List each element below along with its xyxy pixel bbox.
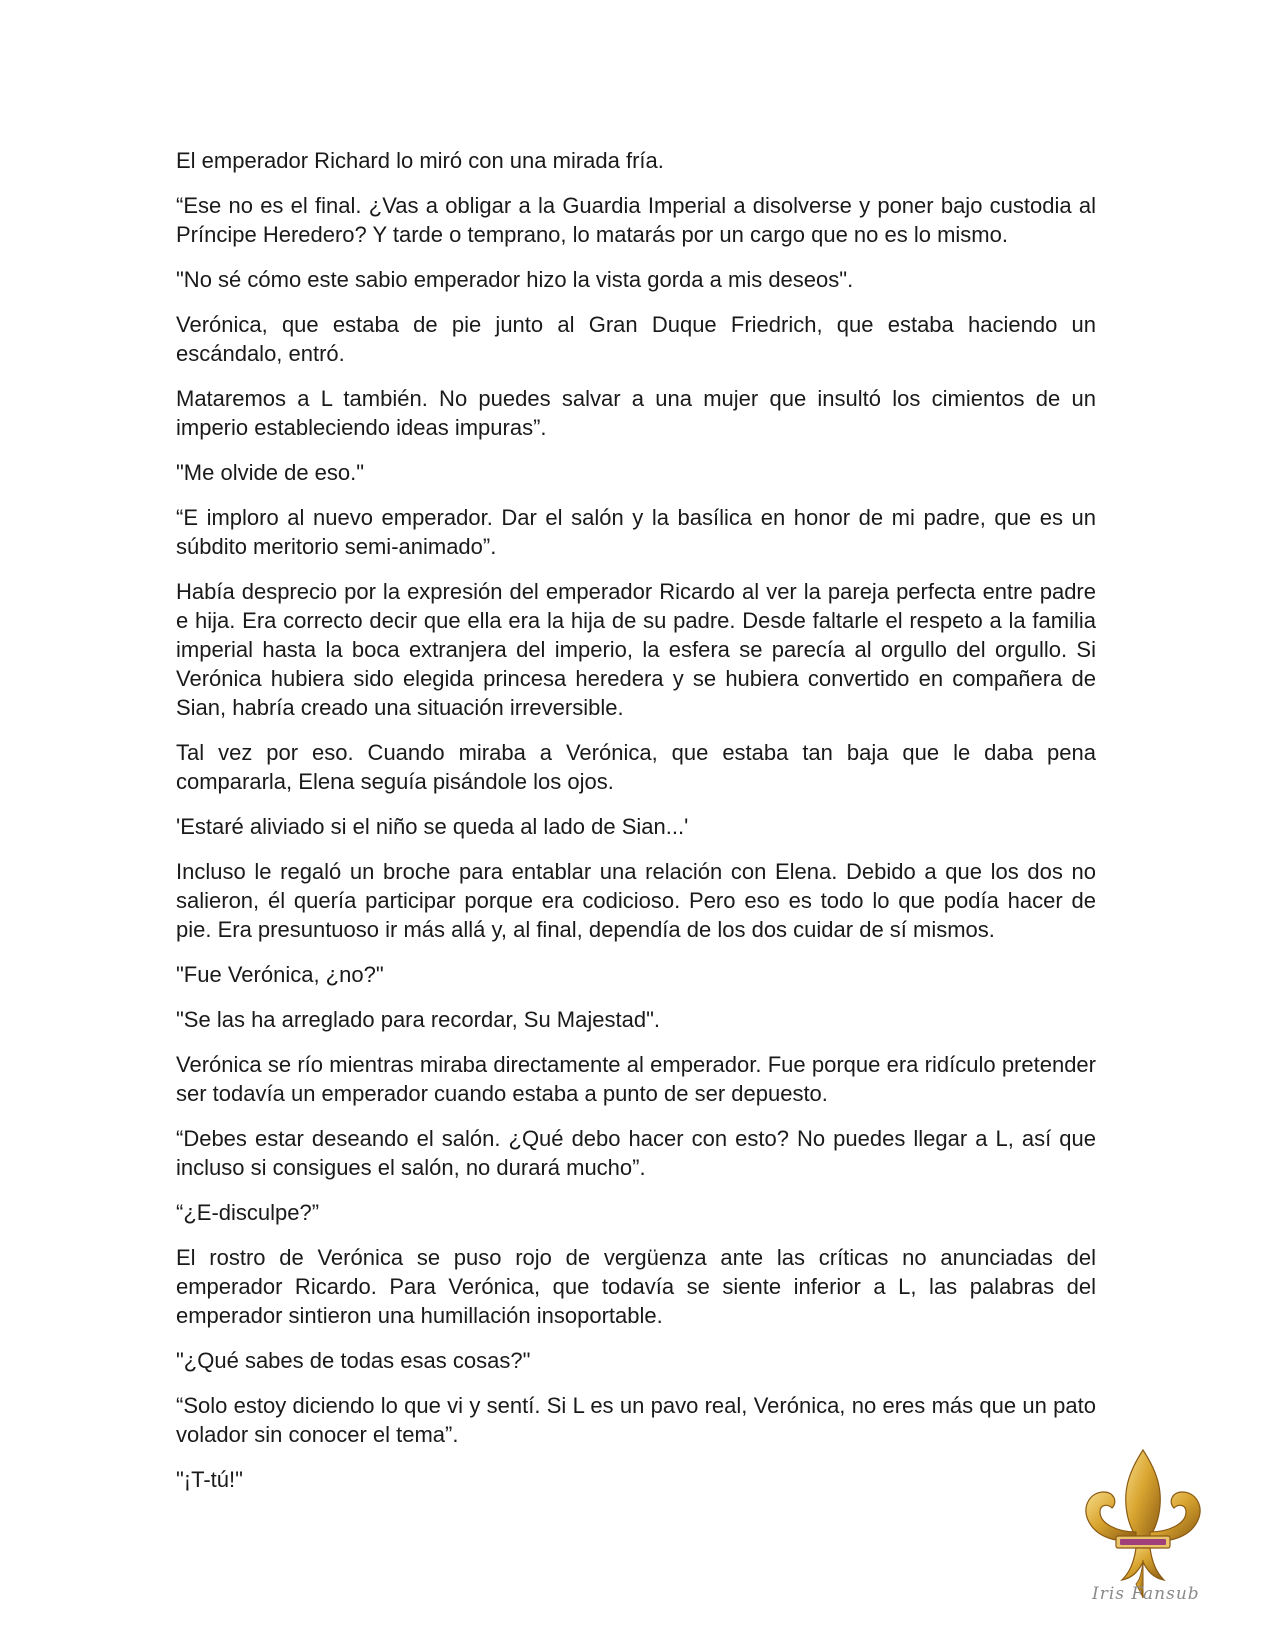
paragraph: "¡T-tú!"	[176, 1467, 243, 1492]
paragraph: El emperador Richard lo miró con una mirada fría.	[176, 148, 664, 173]
paragraph: "¿Qué sabes de todas esas cosas?"	[176, 1348, 531, 1373]
paragraph: Verónica, que estaba de pie junto al Gran Duque Friedrich, que estaba haciendo un escándalo, entró.	[176, 312, 1096, 366]
paragraph: Mataremos a L también. No puedes salvar a una mujer que insultó los cimientos de un imperio estableciendo ideas impuras”.	[176, 386, 1096, 440]
paragraph: “¿E-disculpe?”	[176, 1200, 320, 1225]
paragraph: 'Estaré aliviado si el niño se queda al lado de Sian...'	[176, 814, 689, 839]
paragraph: "Me olvide de eso."	[176, 460, 365, 485]
paragraph: “Debes estar deseando el salón. ¿Qué debo hacer con esto? No puedes llegar a L, así que incluso si consigues el salón, no durará mucho”.	[176, 1126, 1096, 1180]
paragraph: El rostro de Verónica se puso rojo de vergüenza ante las críticas no anunciadas del emperador Ricardo. Para Verónica, que todavía se siente inferior a L, las palabras del emperador sintieron una humillación insoportable.	[176, 1245, 1096, 1328]
paragraph: "Se las ha arreglado para recordar, Su Majestad".	[176, 1007, 660, 1032]
paragraph: “E imploro al nuevo emperador. Dar el salón y la basílica en honor de mi padre, que es un súbdito meritorio semi-animado”.	[176, 505, 1096, 559]
paragraph: Tal vez por eso. Cuando miraba a Verónica, que estaba tan baja que le daba pena compararla, Elena seguía pisándole los ojos.	[176, 740, 1096, 794]
logo-signature: Iris Fansub	[1092, 1584, 1200, 1604]
paragraph: "Fue Verónica, ¿no?"	[176, 962, 384, 987]
paragraph: “Ese no es el final. ¿Vas a obligar a la Guardia Imperial a disolverse y poner bajo custodia al Príncipe Heredero? Y tarde o temprano, lo matarás por un cargo que no es lo mismo.	[176, 193, 1096, 247]
paragraph: Verónica se río mientras miraba directamente al emperador. Fue porque era ridículo pretender ser todavía un emperador cuando estaba a punto de ser depuesto.	[176, 1052, 1096, 1106]
paragraph: Había desprecio por la expresión del emperador Ricardo al ver la pareja perfecta entre padre e hija. Era correcto decir que ella era la hija de su padre. Desde faltarle el respeto a la familia imperial hasta la boca extranjera del imperio, la esfera se parecía al orgullo del orgullo. Si Verónica hubiera sido elegida princesa heredera y se hubiera convertido en compañera de Sian, habría creado una situación irreversible.	[176, 579, 1096, 720]
paragraph: "No sé cómo este sabio emperador hizo la vista gorda a mis deseos".	[176, 267, 854, 292]
paragraph: Incluso le regaló un broche para entablar una relación con Elena. Debido a que los dos no salieron, él quería participar porque era codicioso. Pero eso es todo lo que podía hacer de pie. Era presuntuoso ir más allá y, al final, dependía de los dos cuidar de sí mismos.	[176, 859, 1096, 942]
document-body	[176, 146, 1096, 1510]
paragraph: “Solo estoy diciendo lo que vi y sentí. Si L es un pavo real, Verónica, no eres más que un pato volador sin conocer el tema”.	[176, 1393, 1096, 1447]
